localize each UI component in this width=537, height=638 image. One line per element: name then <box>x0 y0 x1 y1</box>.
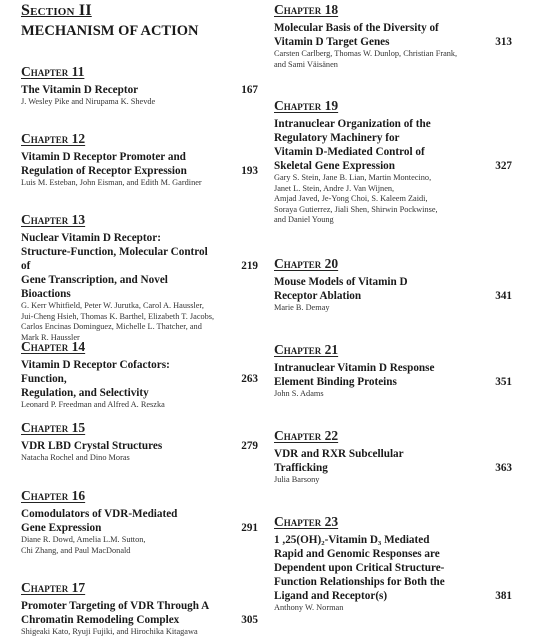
chapter-label: Chapter 11 <box>21 64 85 79</box>
chapter-authors: Marie B. Demay <box>274 303 330 312</box>
chapter-title: Molecular Basis of the Diversity of Vitamin D Target Genes <box>274 22 439 48</box>
chapter-title: VDR and RXR Subcellular Trafficking <box>274 448 404 474</box>
chapter-title: Nuclear Vitamin D Receptor: Structure-Function, Molecular Control of Gene Transcription, and Novel Bioactions <box>21 232 208 300</box>
chapter-title: Mouse Models of Vitamin D Receptor Ablation <box>274 276 408 302</box>
page-number: 341 <box>495 290 512 302</box>
chapter-authors: Luis M. Esteban, John Eisman, and Edith M. Gardiner <box>21 178 202 187</box>
chapter-label: Chapter 18 <box>274 2 339 17</box>
page-number: 313 <box>495 36 512 48</box>
toc-entry-chapter-13[interactable] <box>21 212 258 343</box>
page-number: 305 <box>241 614 258 626</box>
chapter-label: Chapter 22 <box>274 428 339 443</box>
chapter-authors: Shigeaki Kato, Ryuji Fujiki, and Hirochika Kitagawa <box>21 627 198 636</box>
page-number: 381 <box>495 590 512 602</box>
chapter-label: Chapter 19 <box>274 98 339 113</box>
chapter-authors: Gary S. Stein, Jane B. Lian, Martin Montecino, Janet L. Stein, Andre J. Van Wijnen, Amjad Javed, Je-Yong Choi, S. Kaleem Zaidi, Soraya Gutierrez, Jiali Shen, Shirwin Pockwinse, and Daniel Young <box>274 173 438 224</box>
chapter-label: Chapter 12 <box>21 131 86 146</box>
chapter-label: Chapter 16 <box>21 488 86 503</box>
page-number: 263 <box>241 373 258 385</box>
chapter-label: Chapter 21 <box>274 342 339 357</box>
page-number: 363 <box>495 462 512 474</box>
page-number: 167 <box>241 84 258 96</box>
chapter-label: Chapter 15 <box>21 420 86 435</box>
toc-entry-chapter-22[interactable] <box>274 428 512 486</box>
chapter-title: Promoter Targeting of VDR Through A Chromatin Remodeling Complex <box>21 600 210 626</box>
toc-entry-chapter-23[interactable] <box>274 514 512 614</box>
page-number: 193 <box>241 165 258 177</box>
page-number: 351 <box>495 376 512 388</box>
toc-entry-chapter-19[interactable] <box>274 98 512 226</box>
chapter-authors: Julia Barsony <box>274 475 320 484</box>
page-number: 291 <box>241 522 258 534</box>
toc-entry-chapter-16[interactable] <box>21 488 258 556</box>
chapter-authors: Carsten Carlberg, Thomas W. Dunlop, Christian Frank, and Sami Väisänen <box>274 49 458 69</box>
page-number: 327 <box>495 160 512 172</box>
chapter-authors: John S. Adams <box>274 389 324 398</box>
chapter-authors: Diane R. Dowd, Amelia L.M. Sutton, Chi Zhang, and Paul MacDonald <box>21 535 146 555</box>
toc-entry-chapter-14[interactable] <box>21 339 258 411</box>
toc-entry-chapter-11[interactable] <box>21 64 258 108</box>
chapter-authors: G. Kerr Whitfield, Peter W. Jurutka, Carol A. Haussler, Jui-Cheng Hsieh, Thomas K. Barthel, Elizabeth T. Jacobs, Carlos Encinas Dominguez, Michelle L. Thatcher, and Mark R. Haussler <box>21 301 215 342</box>
chapter-authors: Anthony W. Norman <box>274 603 344 612</box>
chapter-title: Intranuclear Vitamin D Response Element Binding Proteins <box>274 362 435 388</box>
section-title: MECHANISM OF ACTION <box>21 23 199 39</box>
chapter-title: VDR LBD Crystal Structures <box>21 440 163 452</box>
toc-entry-chapter-20[interactable] <box>274 256 512 314</box>
chapter-authors: J. Wesley Pike and Nirupama K. Shevde <box>21 97 156 106</box>
chapter-title: The Vitamin D Receptor <box>21 84 139 96</box>
page-number: 279 <box>241 440 258 452</box>
chapter-label: Chapter 17 <box>21 580 86 595</box>
chapter-title: Comodulators of VDR-Mediated Gene Expression <box>21 508 178 534</box>
section-heading <box>21 2 199 40</box>
chapter-authors: Natacha Rochel and Dino Moras <box>21 453 130 462</box>
chapter-label: Chapter 23 <box>274 514 339 529</box>
toc-entry-chapter-17[interactable] <box>21 580 258 638</box>
chapter-title: Vitamin D Receptor Cofactors: Function, Regulation, and Selectivity <box>21 359 170 399</box>
toc-entry-chapter-12[interactable] <box>21 131 258 189</box>
chapter-label: Chapter 14 <box>21 339 86 354</box>
page-number: 219 <box>241 260 258 272</box>
toc-entry-chapter-18[interactable] <box>274 2 512 70</box>
section-label: Section II <box>21 2 92 19</box>
toc-entry-chapter-21[interactable] <box>274 342 512 400</box>
chapter-authors: Leonard P. Freedman and Alfred A. Reszka <box>21 400 165 409</box>
chapter-label: Chapter 20 <box>274 256 339 271</box>
toc-entry-chapter-15[interactable] <box>21 420 258 464</box>
chapter-title: 1 ,25(OH)₂-Vitamin D₃ Mediated Rapid and Genomic Responses are Dependent upon Critical Structure- Function Relationships for Both the Ligand and Receptor(s) <box>274 534 445 602</box>
chapter-label: Chapter 13 <box>21 212 86 227</box>
chapter-title: Vitamin D Receptor Promoter and Regulation of Receptor Expression <box>21 151 187 177</box>
chapter-title: Intranuclear Organization of the Regulatory Machinery for Vitamin D-Mediated Control of Skeletal Gene Expression <box>274 118 431 172</box>
